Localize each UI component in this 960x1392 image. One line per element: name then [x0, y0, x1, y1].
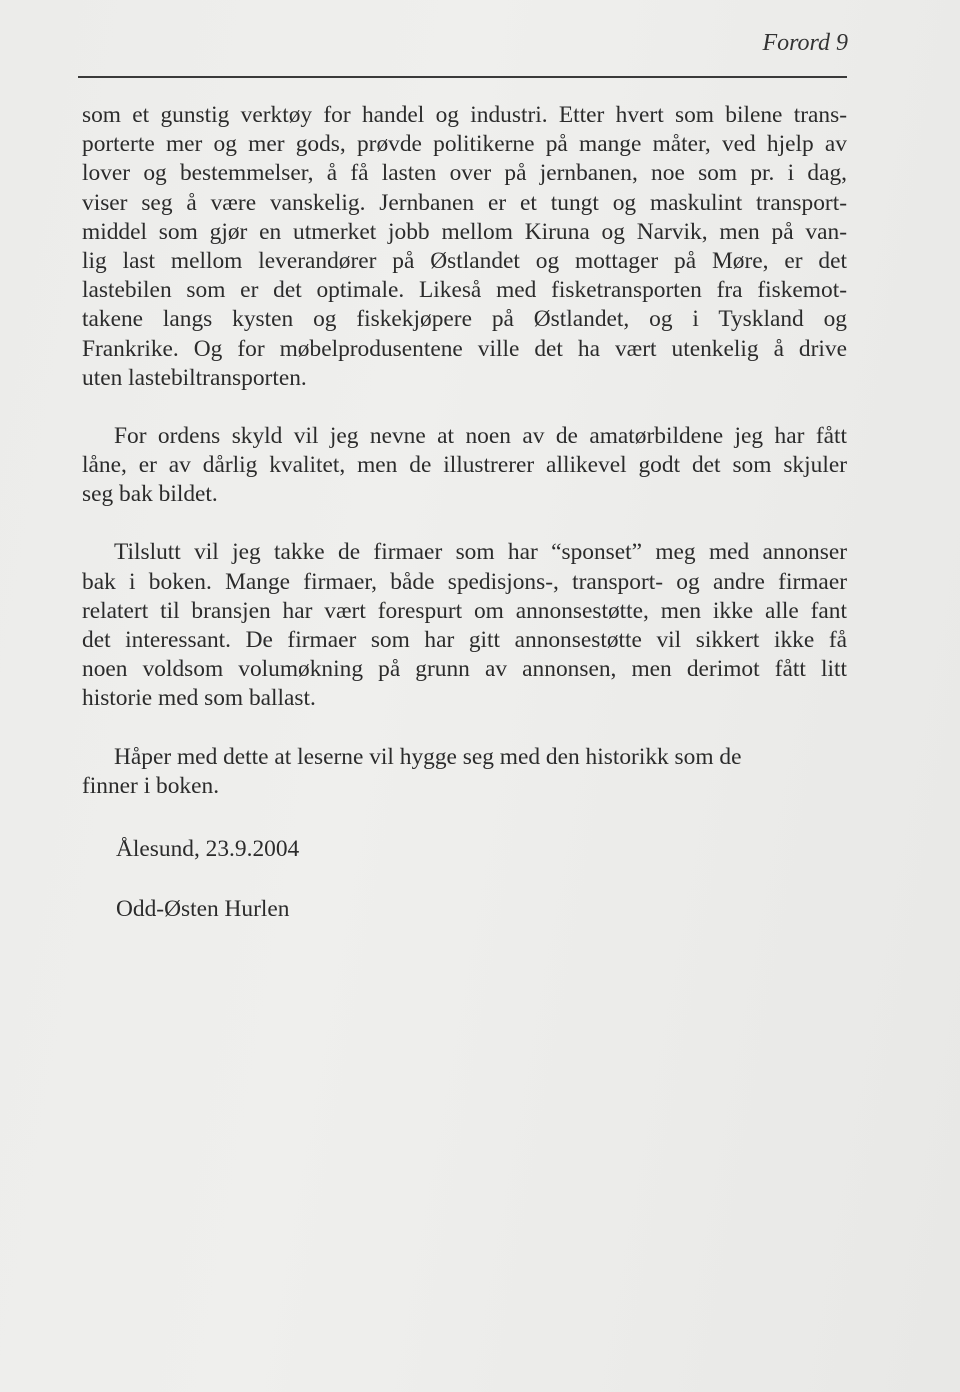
paragraph-2: [82, 422, 847, 510]
paragraph-gap: [82, 393, 847, 422]
text-line: For ordens skyld vil jeg nevne at noen av de amatørbildene jeg har fått: [114, 422, 847, 449]
text-line: relatert til bransjen har vært forespurt om annonsestøtte, men ikke alle fant: [82, 597, 847, 624]
text-line: Frankrike. Og for møbelprodusentene ville det ha vært utenkelig å drive: [82, 335, 847, 362]
text-line: finner i boken.: [82, 772, 220, 799]
text-line: lover og bestemmelser, å få lasten over på jernbanen, noe som pr. i dag,: [82, 160, 847, 187]
place-date: Ålesund, 23.9.2004: [116, 836, 300, 862]
body-text: [82, 101, 847, 801]
running-head: Forord 9: [762, 30, 848, 56]
text-line: uten lastebiltransporten.: [82, 364, 307, 391]
text-line: låne, er av dårlig kvalitet, men de illustrerer allikevel godt det som skjuler: [82, 452, 847, 479]
text-line: takene langs kysten og fiskekjøpere på Østlandet, og i Tyskland og: [82, 306, 847, 333]
text-line: middel som gjør en utmerket jobb mellom Kiruna og Narvik, men på van-: [82, 218, 847, 245]
paragraph-gap: [82, 509, 847, 538]
paragraph-4: [82, 743, 847, 801]
header-rule: [78, 76, 847, 78]
text-line: bak i boken. Mange firmaer, både spedisjons-, transport- og andre firmaer: [82, 568, 847, 595]
text-line: viser seg å være vanskelig. Jernbanen er et tungt og maskulint transport-: [82, 189, 847, 216]
text-line: Tilslutt vil jeg takke de firmaer som har “sponset” meg med annonser: [114, 539, 847, 566]
paragraph-3: [82, 538, 847, 713]
text-line: Håper med dette at leserne vil hygge seg med den historikk som de: [114, 743, 742, 770]
text-line: seg bak bildet.: [82, 481, 218, 508]
text-line: porterte mer og mer gods, prøvde politikerne på mange måter, ved hjelp av: [82, 131, 847, 158]
signature: Odd-Østen Hurlen: [116, 896, 290, 922]
text-line: historie med som ballast.: [82, 685, 316, 712]
paragraph-1: [82, 101, 847, 393]
text-line: det interessant. De firmaer som har gitt annonsestøtte vil sikkert ikke få: [82, 627, 847, 653]
text-line: som et gunstig verktøy for handel og industri. Etter hvert som bilene trans-: [82, 102, 847, 128]
text-line: noen voldsom volumøkning på grunn av annonsen, men derimot fått litt: [82, 656, 847, 683]
paragraph-gap: [82, 714, 847, 743]
text-line: lastebilen som er det optimale. Likeså med fisketransporten fra fiskemot-: [82, 277, 847, 304]
text-line: lig last mellom leverandører på Østlandet og mottager på Møre, er det: [82, 247, 847, 274]
